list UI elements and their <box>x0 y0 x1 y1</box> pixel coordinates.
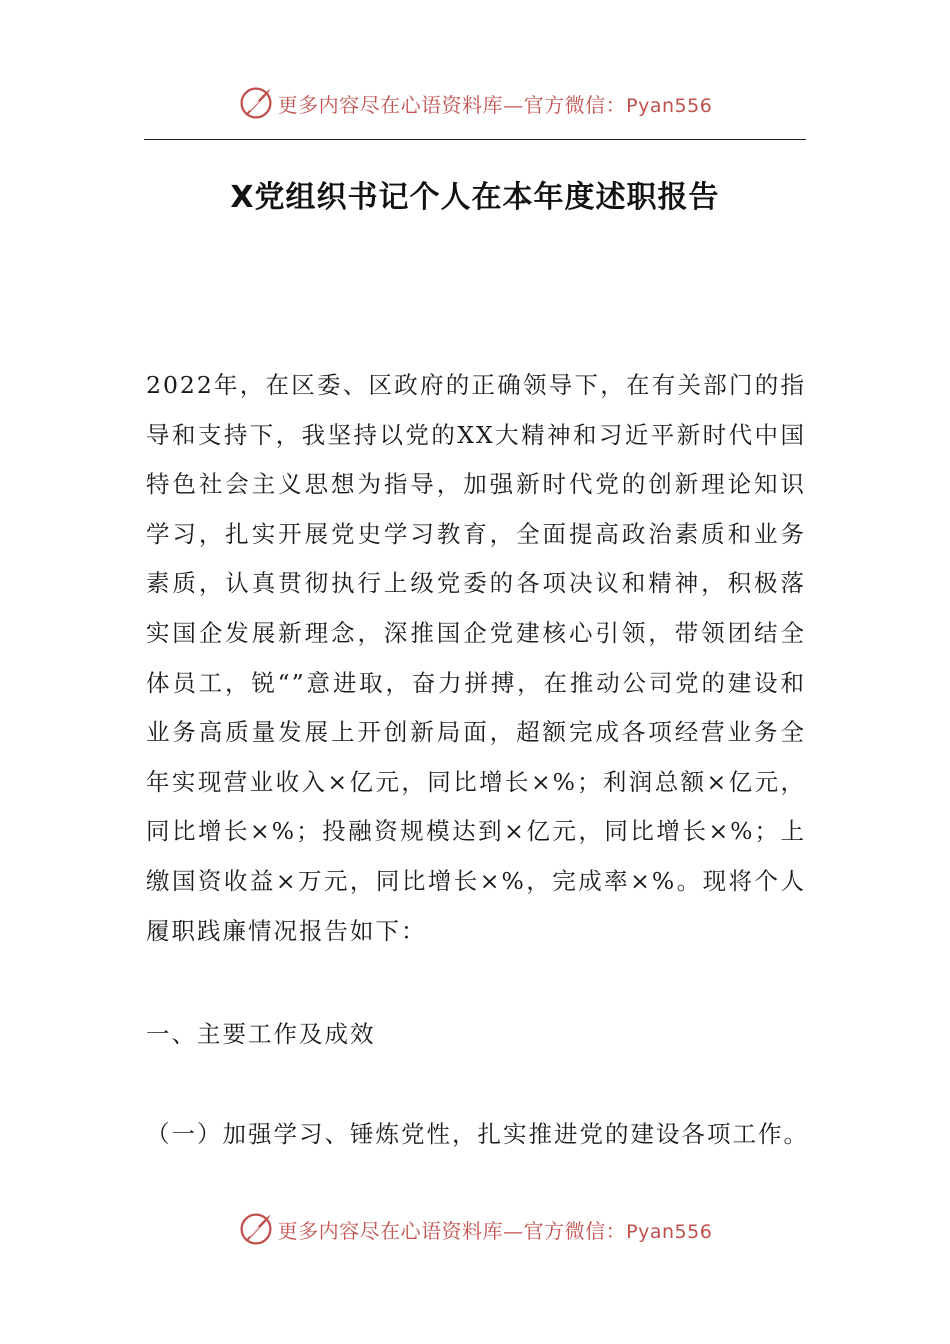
banner-text <box>278 1215 713 1244</box>
header-banner <box>0 78 950 128</box>
quill-pen-circle-icon <box>238 85 274 121</box>
quill-pen-circle-icon <box>238 1211 274 1247</box>
subsection-heading: （一）加强学习、锤炼党性，扎实推进党的建设各项工作。 <box>146 1120 809 1148</box>
header-divider <box>144 139 806 140</box>
document-title: X党组织书记个人在本年度述职报告 <box>230 180 720 215</box>
banner-slogan: 更多内容尽在心语资料库—官方微信： <box>277 1218 627 1243</box>
banner-wechat-id: Pyan556 <box>626 1220 713 1243</box>
footer-banner <box>0 1204 950 1254</box>
section-heading: 一、主要工作及成效 <box>146 1020 376 1048</box>
banner-slogan: 更多内容尽在心语资料库—官方微信： <box>277 92 627 117</box>
intro-paragraph: 2022年，在区委、区政府的正确领导下，在有关部门的指导和支持下，我坚持以党的XX大精神和习近平新时代中国特色社会主义思想为指导，加强新时代党的创新理论知识学习，扎实开展党史学习教育，全面提高政治素质和业务素质，认真贯彻执行上级党委的各项决议和精神，积极落实国企发展新理念，深推国企党建核心引领，带领团结全体员工，锐“”意进取，奋力拼搏，在推动公司党的建设和业务高质量发展上开创新局面，超额完成各项经营业务全年实现营业收入×亿元，同比增长×%；利润总额×亿元，同比增长×%；投融资规模达到×亿元，同比增长×%；上缴国资收益×万元，同比增长×%，完成率×%。现将个人履职践廉情况报告如下： <box>146 371 806 945</box>
banner-wechat-id: Pyan556 <box>626 94 713 117</box>
banner-text <box>278 89 713 118</box>
